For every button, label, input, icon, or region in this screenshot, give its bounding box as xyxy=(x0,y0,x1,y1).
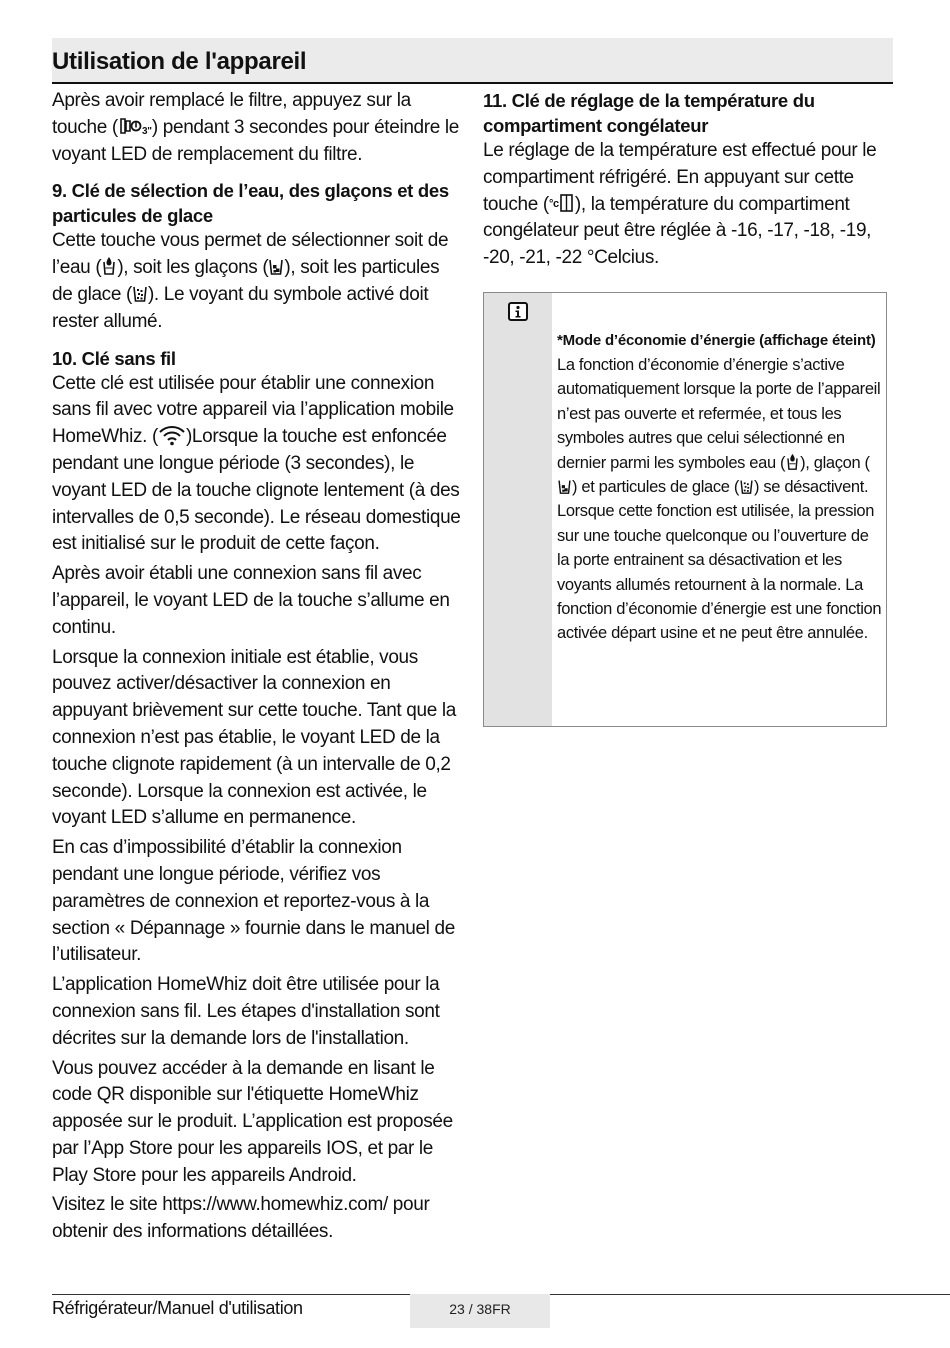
section-10-paragraph-2: Après avoir établi une connexion sans fil avec l’appareil, le voyant LED de la touche s’allume en continu. xyxy=(52,563,450,638)
filter-reset-paragraph: Après avoir remplacé le filtre, appuyez sur la touche ( 3" ) pendant 3 secondes pour éteindre le voyant LED de remplacement du filtre. xyxy=(52,90,459,165)
right-column xyxy=(483,88,888,275)
water-icon xyxy=(785,453,800,471)
svg-text:3": 3" xyxy=(141,125,152,136)
footer-manual-title: Réfrigérateur/Manuel d'utilisation xyxy=(52,1298,303,1318)
filter-reset-icon xyxy=(118,116,152,136)
info-icon xyxy=(508,302,528,321)
ice-cubes-icon xyxy=(268,256,284,276)
section-9-text: Cette touche vous permet de sélectionner soit de l’eau ( ), soit les glaçons ( ), soit les particules de glace ( ). Le voyant du symbole activé doit rester allumé. xyxy=(52,230,449,332)
section-10-paragraph-3: Lorsque la connexion initiale est établie, vous pouvez activer/désactiver la connexion en appuyant brièvement sur cette touche. Tant que la connexion n’est pas établie, le voyant LED de la touche clignote rapidement (à un intervalle de 0,2 seconde). Lorsque la connexion est activée, le voyant LED s’allume en permanence. xyxy=(52,646,456,829)
section-10-paragraph-4: En cas d’impossibilité d’établir la connexion pendant une longue période, vérifiez vos paramètres de connexion et reportez-vous à la section « Dépannage » fournie dans le manuel de l’utilisateur. xyxy=(52,837,455,966)
wifi-icon xyxy=(158,424,186,446)
section-10-paragraph-1: Cette clé est utilisée pour établir une connexion sans fil avec votre appareil via l’application mobile HomeWhiz. ( )Lorsque la touche est enfoncée pendant une longue période (3 secondes), le voyant LED de la touche clignote lentement (à des intervalles de 0,5 seconde). Le réseau domestique est initialisé sur le produit de cette façon. xyxy=(52,372,461,555)
note-gutter xyxy=(484,293,552,726)
section-9-title: 9. Clé de sélection de l’eau, des glaçons et des particules de glace xyxy=(52,180,449,227)
left-column xyxy=(52,88,462,1249)
section-10-paragraph-5: L’application HomeWhiz doit être utilisée pour la connexion sans fil. Les étapes d'installation sont décrites sur la demande lors de l'installation. xyxy=(52,974,440,1049)
section-10-paragraph-7: Visitez le site https://www.homewhiz.com/ pour obtenir des informations détaillées. xyxy=(52,1194,430,1243)
page-number: 23 / 38FR xyxy=(410,1294,550,1328)
page-title: Utilisation de l'appareil xyxy=(52,48,307,75)
water-icon xyxy=(101,256,117,276)
ice-cubes-icon xyxy=(557,477,572,495)
note-text: La fonction d’économie d’énergie s’active automatiquement lorsque la porte de l’appareil n’est pas ouverte et refermée, et tous les symboles autres que celui sélectionné en dernier parmi les symboles eau ( ), glaçon () et particules de glace ( ) se désactivent. Lorsque cette fonction est utilisée, la pression sur une touche quelconque ou l’ouverture de la porte entrainent sa désactivation et les voyants allumés retournent à la normale. La fonction d’économie d’énergie est une fonction activée départ usine et ne peut être annulée. xyxy=(557,356,882,643)
note-title: *Mode d’économie d’énergie (affichage éteint) xyxy=(557,332,876,349)
section-10-paragraph-6: Vous pouvez accéder à la demande en lisant le code QR disponible sur l'étiquette HomeWhiz apposée sur le produit. L’application est proposée par l’App Store pour les appareils IOS, et par le Play Store pour les appareils Android. xyxy=(52,1057,453,1186)
crushed-ice-icon xyxy=(132,283,148,303)
freezer-temp-icon xyxy=(549,193,575,213)
note-content xyxy=(557,331,883,649)
page-header xyxy=(52,38,893,84)
info-note-box xyxy=(483,292,887,727)
section-11-text: Le réglage de la température est effectué pour le compartiment réfrigéré. En appuyant sur cette touche ( °c ), la température du compartiment congélateur peut être réglée à -16, -17, -18, -19, -20, -21, -22 °Celcius. xyxy=(483,140,877,269)
section-10-title: 10. Clé sans fil xyxy=(52,347,176,369)
crushed-ice-icon xyxy=(739,477,754,495)
section-11-title: 11. Clé de réglage de la température du compartiment congélateur xyxy=(483,90,815,136)
svg-text:°c: °c xyxy=(548,197,559,210)
